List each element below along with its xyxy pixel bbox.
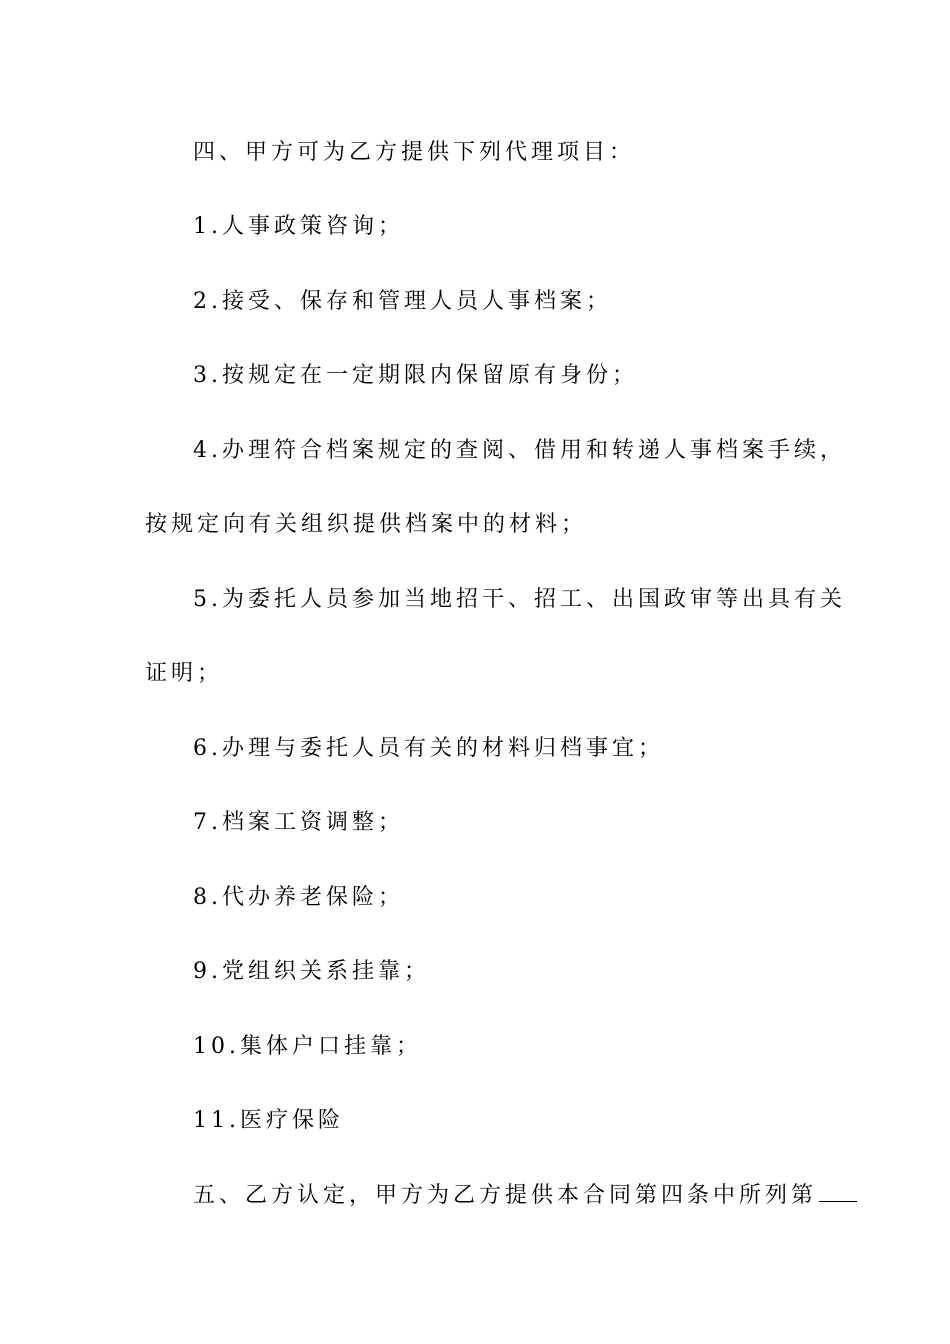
list-item: 7.档案工资调整；	[193, 810, 404, 835]
list-item: 9.党组织关系挂靠；	[193, 959, 430, 984]
section-five-paragraph	[193, 1181, 863, 1211]
section-five-text: 五、乙方认定，甲方为乙方提供本合同第四条中所列第	[193, 1183, 818, 1208]
list-item: 3.按规定在一定期限内保留原有身份；	[193, 363, 638, 388]
list-item: 1.人事政策咨询；	[193, 214, 404, 239]
list-item: 4.办理符合档案规定的查阅、借用和转递人事档案手续，	[193, 438, 846, 463]
list-item: 5.为委托人员参加当地招干、招工、出国政审等出具有关	[193, 587, 846, 612]
list-item: 2.接受、保存和管理人员人事档案；	[193, 289, 612, 314]
list-item: 10.集体户口挂靠；	[193, 1034, 422, 1059]
fill-in-blank	[819, 1181, 857, 1202]
list-item: 11.医疗保险	[193, 1108, 344, 1133]
list-item-continuation: 证明；	[145, 661, 224, 686]
list-item: 6.办理与委托人员有关的材料归档事宜；	[193, 736, 664, 761]
list-item-continuation: 按规定向有关组织提供档案中的材料；	[145, 512, 588, 537]
list-item: 8.代办养老保险；	[193, 885, 404, 910]
section-four-heading: 四、甲方可为乙方提供下列代理项目：	[193, 140, 636, 165]
